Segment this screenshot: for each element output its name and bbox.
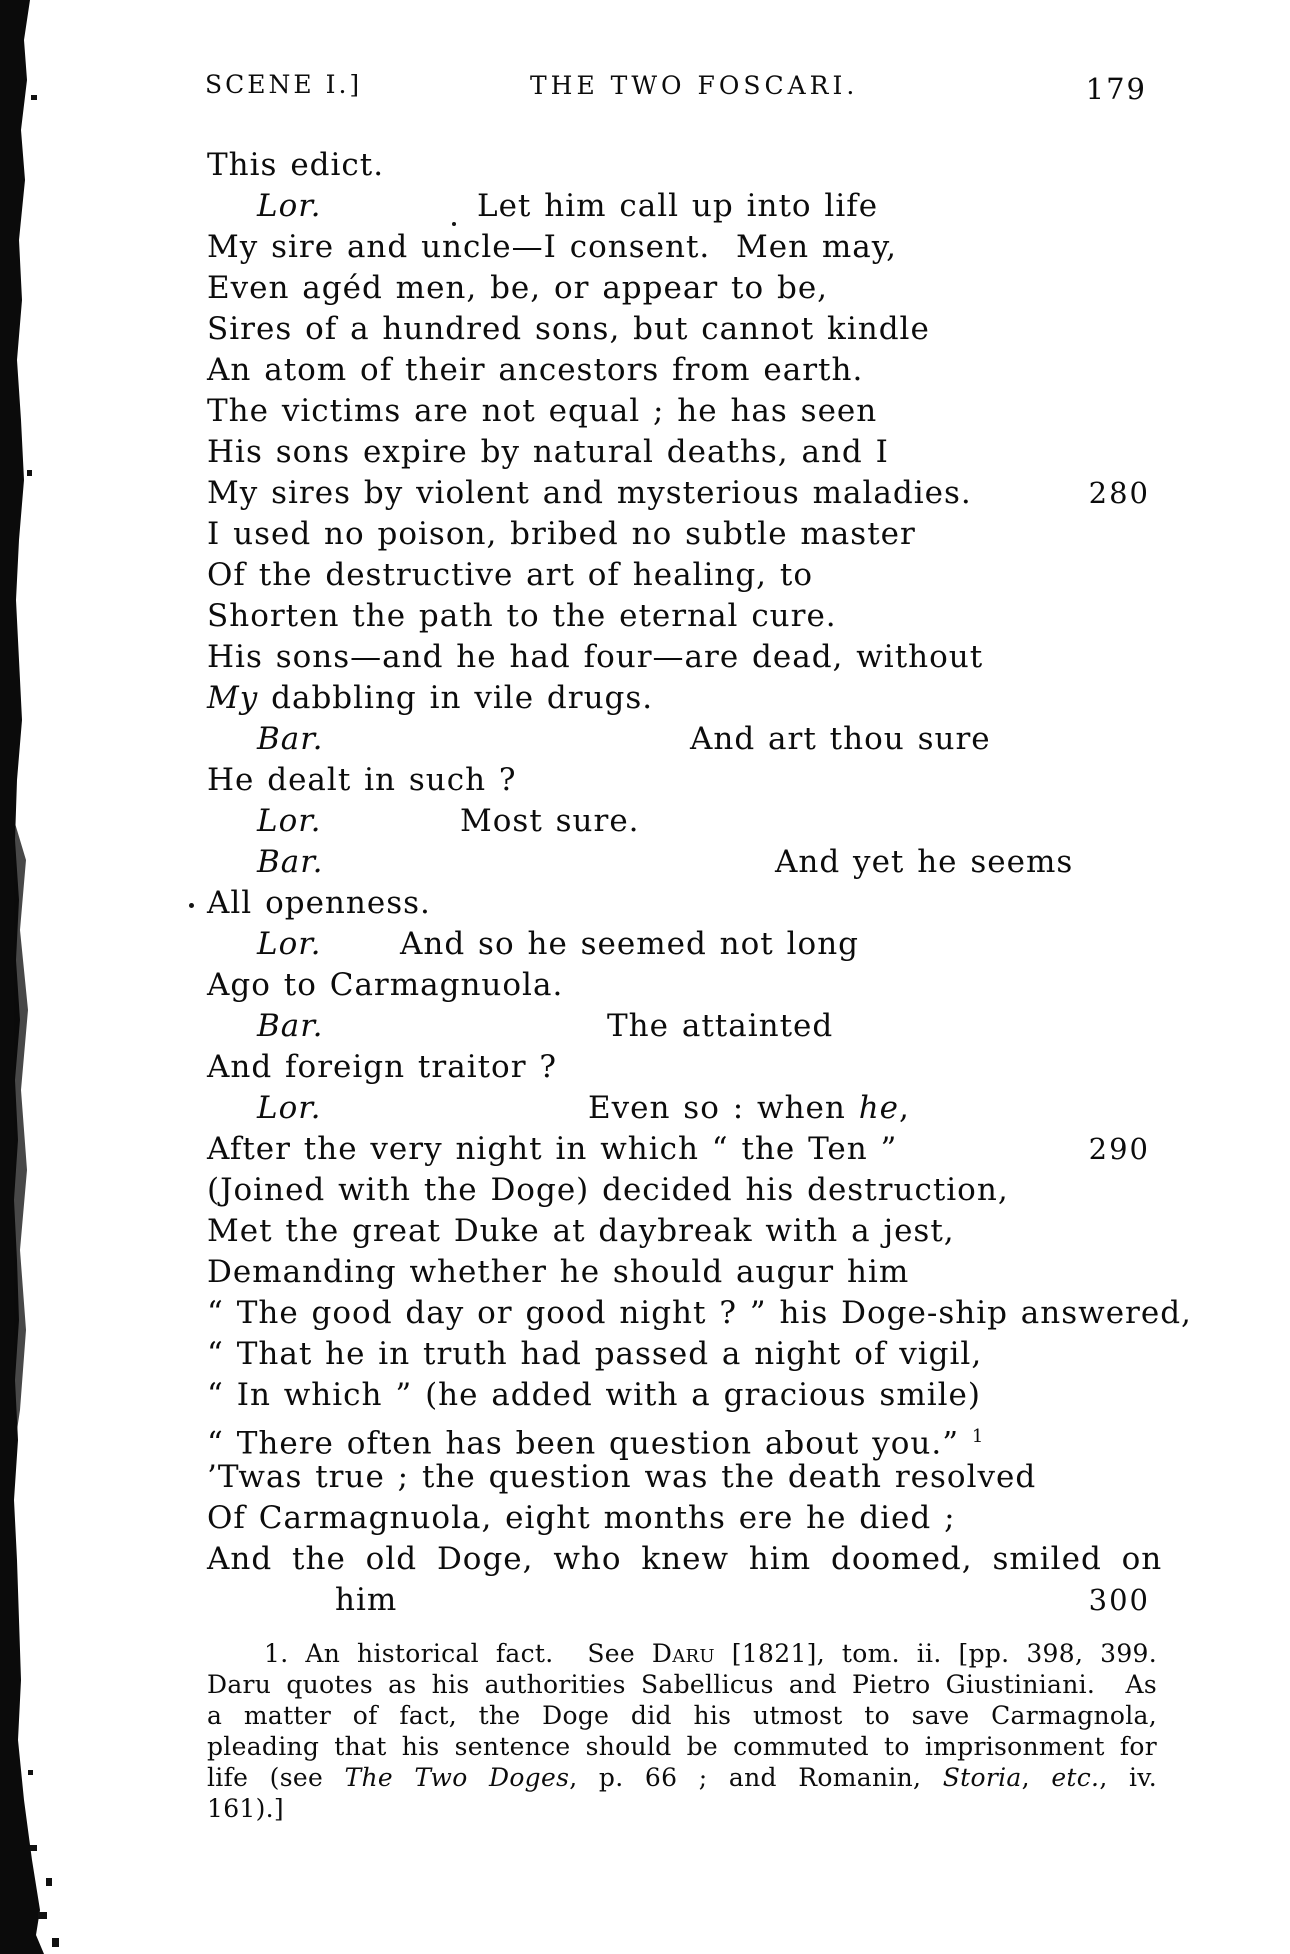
text-run: Demanding whether he should augur him: [207, 1254, 910, 1290]
footnote-line: [207, 1638, 1157, 1669]
verse-line: [0, 432, 1290, 473]
text-run: him: [335, 1582, 398, 1618]
verse-line: [0, 1047, 1290, 1088]
verse-line: [0, 1375, 1290, 1416]
text-run: After the very night in which “ the Ten ”: [207, 1131, 898, 1167]
verse-line-number: 300: [1088, 1583, 1150, 1617]
verse-segment: [207, 1293, 1192, 1334]
footnote-line: [207, 1793, 1157, 1824]
verse-segment: [207, 760, 517, 801]
verse-segment: [207, 350, 863, 391]
text-run: Met the great Duke at daybreak with a jest,: [207, 1213, 955, 1249]
text-run: Bar.: [257, 844, 324, 880]
text-run: Lor.: [257, 188, 322, 224]
text-run: Lor.: [257, 926, 322, 962]
verse-segment: [207, 1129, 897, 1170]
text-run: The victims are not equal ; he has seen: [207, 393, 878, 429]
text-run: Even agéd men, be, or appear to be,: [207, 270, 829, 306]
text-run: Daru quotes as his authorities Sabellicus and Pietro Giustiniani. As: [207, 1670, 1157, 1699]
text-run: He dealt in such ?: [207, 762, 517, 798]
verse-segment: [335, 1580, 397, 1621]
verse-segment: [207, 883, 431, 924]
verse-segment: [207, 1457, 1036, 1498]
verse-line: [0, 1088, 1290, 1129]
verse-line: [0, 678, 1290, 719]
text-run: And yet he seems: [775, 844, 1074, 880]
text-run: Daru: [651, 1639, 715, 1668]
verse-segment: [607, 1006, 833, 1047]
text-run: And foreign traitor ?: [207, 1049, 558, 1085]
verse-segment: [257, 186, 322, 227]
verse-segment: [207, 514, 916, 555]
text-run: “ In which ” (he added with a gracious smile): [207, 1377, 981, 1413]
verse-line: [0, 719, 1290, 760]
text-run: Ago to Carmagnuola.: [207, 967, 564, 1003]
verse-segment: [400, 924, 859, 965]
verse-line: [0, 1293, 1290, 1334]
footnote-line: [207, 1669, 1157, 1700]
text-run: Lor.: [257, 1090, 322, 1126]
verse-line: [0, 1498, 1290, 1539]
text-run: And so he seemed not long: [400, 926, 860, 962]
verse-line: [0, 1416, 1290, 1462]
text-run: My: [207, 680, 259, 716]
verse-line: [0, 1334, 1290, 1375]
text-run: My sire and uncle—I consent. Men may,: [207, 229, 898, 265]
text-run: My sires by violent and mysterious maladies.: [207, 475, 972, 511]
verse-line: [0, 924, 1290, 965]
text-run: etc.: [1051, 1763, 1100, 1792]
verse-segment: [257, 719, 324, 760]
text-run: (Joined with the Doge) decided his destruction,: [207, 1172, 1009, 1208]
verse-segment: [207, 1498, 956, 1539]
verse-line: [0, 596, 1290, 637]
text-run: Let him call up into life: [477, 188, 879, 224]
verse-segment: [257, 801, 322, 842]
verse-segment: [207, 1170, 1009, 1211]
verse-segment: [207, 678, 653, 719]
text-run: His sons expire by natural deaths, and I: [207, 434, 889, 470]
verse-segment: [207, 309, 930, 350]
verse-line: [0, 350, 1290, 391]
text-run: Lor.: [257, 803, 322, 839]
text-run: Of Carmagnuola, eight months ere he died ;: [207, 1500, 956, 1536]
verse-line: [0, 473, 1290, 514]
verse-segment: [207, 227, 897, 268]
text-run: ,: [1021, 1763, 1052, 1792]
verse-segment: [460, 801, 640, 842]
verse-segment: [257, 1006, 324, 1047]
verse-line: [0, 842, 1290, 883]
text-run: “ There often has been question about you.”: [207, 1425, 972, 1462]
verse-line: [0, 186, 1290, 227]
text-run: he: [858, 1090, 900, 1126]
text-run: “ That he in truth had passed a night of vigil,: [207, 1336, 983, 1372]
text-run: Bar.: [257, 721, 324, 757]
verse-segment: [207, 1334, 982, 1375]
text-run: And the old Doge, who knew him doomed, smiled on: [207, 1541, 1163, 1577]
verse-line: [0, 555, 1290, 596]
text-run: And art thou sure: [690, 721, 991, 757]
text-run: pleading that his sentence should be commuted to imprisonment for: [207, 1732, 1157, 1761]
text-run: An atom of their ancestors from earth.: [207, 352, 864, 388]
text-run: The attainted: [607, 1008, 834, 1044]
verse-segment: [207, 1211, 955, 1252]
text-run: His sons—and he had four—are dead, without: [207, 639, 984, 675]
verse-segment: [207, 391, 877, 432]
verse-line: [0, 760, 1290, 801]
verse-line: [0, 227, 1290, 268]
verse-segment: [257, 842, 324, 883]
verse-line: [0, 1211, 1290, 1252]
verse-line: [0, 965, 1290, 1006]
text-run: 1. An historical fact. See: [264, 1639, 652, 1668]
text-run: life (see: [207, 1763, 345, 1792]
verse-line: [0, 514, 1290, 555]
verse-line: [0, 391, 1290, 432]
text-run: Sires of a hundred sons, but cannot kindle: [207, 311, 930, 347]
text-run: Bar.: [257, 1008, 324, 1044]
verse-segment: [207, 473, 972, 514]
text-run: Storia: [942, 1763, 1022, 1792]
verse-line: [0, 1252, 1290, 1293]
verse-line: [0, 883, 1290, 924]
text-run: Most sure.: [460, 803, 640, 839]
verse-line: [0, 309, 1290, 350]
verse-segment: [207, 1047, 557, 1088]
page-number: 179: [1085, 72, 1147, 106]
text-run: The Two Doges: [344, 1763, 570, 1792]
footnote: [207, 1638, 1157, 1824]
text-run: Of the destructive art of healing, to: [207, 557, 814, 593]
verse-line-number: 280: [1088, 476, 1150, 510]
verse-line: [0, 1580, 1290, 1621]
verse-segment: [207, 965, 563, 1006]
verse-line: [0, 145, 1290, 186]
footnote-line: [207, 1700, 1157, 1731]
text-run: All openness.: [207, 885, 431, 921]
verse-segment: [207, 637, 983, 678]
verse-segment: [207, 1375, 981, 1416]
scene-label: SCENE I.]: [205, 70, 363, 99]
text-run: Even so : when: [588, 1090, 859, 1126]
footnote-reference: 1: [971, 1426, 984, 1447]
verse-segment: [477, 186, 878, 227]
verse-line: [0, 1170, 1290, 1211]
text-run: , p. 66 ; and Romanin,: [569, 1763, 943, 1792]
text-run: , iv.: [1099, 1763, 1157, 1792]
text-run: Shorten the path to the eternal cure.: [207, 598, 837, 634]
verse-segment: [775, 842, 1073, 883]
verse-segment: [207, 268, 828, 309]
verse-segment: [207, 596, 837, 637]
text-run: a matter of fact, the Doge did his utmost to save Carmagnola,: [207, 1701, 1157, 1730]
verse-line-number: 290: [1088, 1132, 1150, 1166]
text-run: ’Twas true ; the question was the death resolved: [207, 1459, 1037, 1495]
footnote-line: [207, 1762, 1157, 1793]
verse-segment: [690, 719, 991, 760]
verse-line: [0, 1539, 1290, 1580]
footnote-line: [207, 1731, 1157, 1762]
verse-segment: [257, 924, 322, 965]
verse-line: [0, 1129, 1290, 1170]
text-run: I used no poison, bribed no subtle master: [207, 516, 916, 552]
text-run: dabbling in vile drugs.: [258, 680, 654, 716]
verse-segment: [588, 1088, 910, 1129]
verse-line: [0, 1457, 1290, 1498]
verse-line: [0, 1006, 1290, 1047]
verse-segment: [257, 1088, 322, 1129]
verse-line: [0, 268, 1290, 309]
verse-segment: [207, 432, 889, 473]
text-run: ,: [899, 1090, 910, 1126]
text-run: [1821], tom. ii. [pp. 398, 399.: [714, 1639, 1157, 1668]
verse-segment: [207, 1252, 909, 1293]
running-title: THE TWO FOSCARI.: [530, 71, 859, 100]
verse-segment: [207, 555, 813, 596]
verse-segment: [207, 1539, 1162, 1580]
verse-segment: [207, 145, 384, 186]
text-run: This edict.: [207, 147, 385, 183]
text-run: 161).]: [207, 1794, 284, 1823]
text-run: “ The good day or good night ? ” his Doge-ship answered,: [207, 1295, 1192, 1331]
verse-line: [0, 801, 1290, 842]
verse-line: [0, 637, 1290, 678]
